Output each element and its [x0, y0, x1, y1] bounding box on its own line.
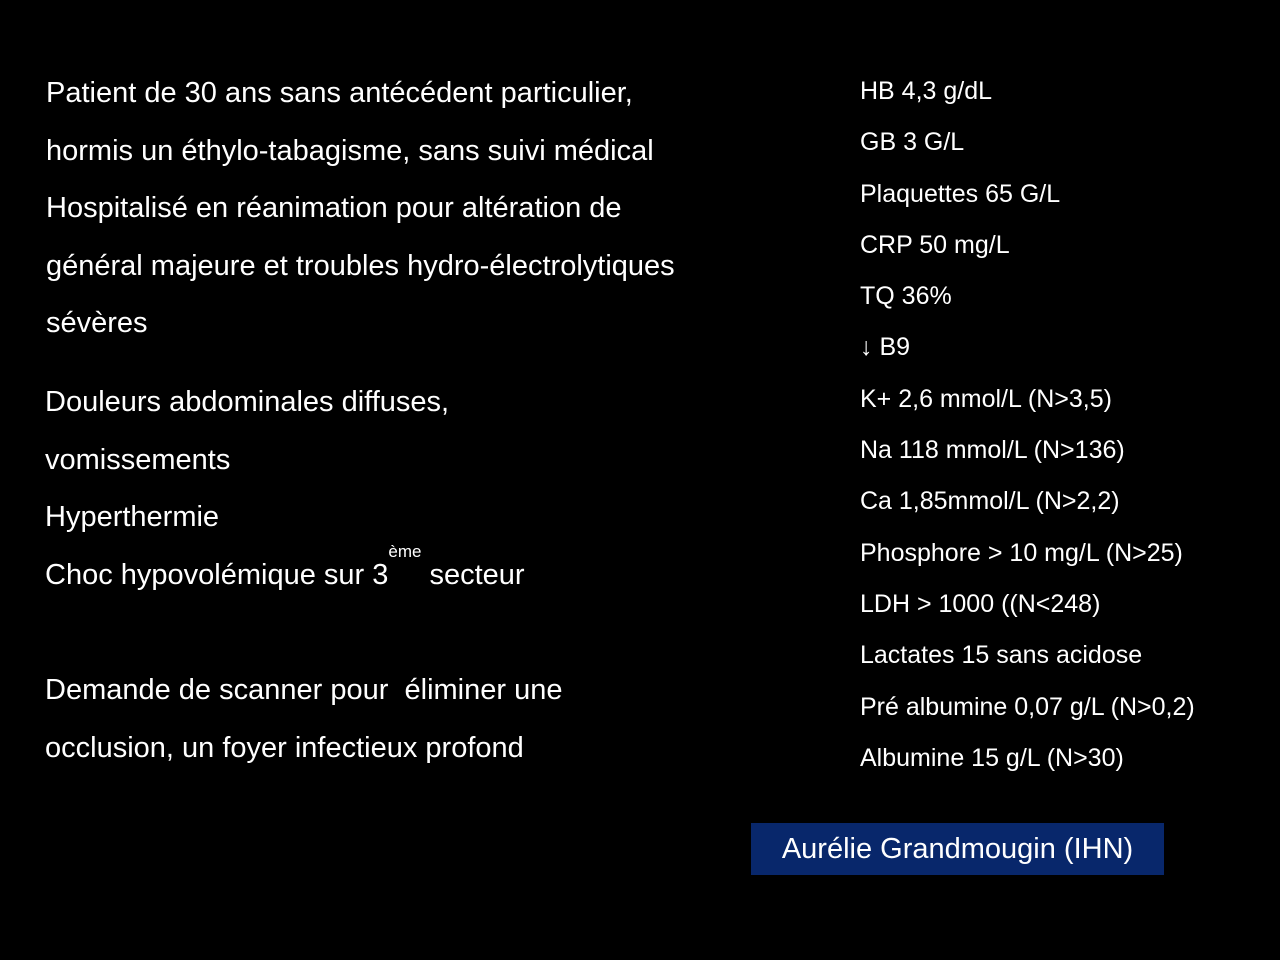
lab-result: LDH > 1000 ((N<248): [860, 589, 1101, 618]
lab-result: Lactates 15 sans acidose: [860, 641, 1143, 670]
lab-result: HB 4,3 g/dL: [860, 77, 993, 105]
symptom-line-shock: [45, 541, 525, 605]
request-line: Demande de scanner pour éliminer une: [45, 674, 563, 706]
author-badge: Aurélie Grandmougin (IHN): [751, 823, 1164, 875]
lab-results-list: [860, 66, 1195, 784]
lab-result: Plaquettes 65 G/L: [860, 179, 1061, 208]
history-line: sévères: [46, 307, 148, 339]
request-line: occlusion, un foyer infectieux profond: [45, 731, 524, 764]
lab-result: GB 3 G/L: [860, 128, 965, 157]
lab-result: K+ 2,6 mmol/L (N>3,5): [860, 384, 1112, 413]
history-line: Hospitalisé en réanimation pour altération de: [46, 192, 622, 224]
ordinal-superscript: ème: [388, 541, 422, 561]
scan-request-block: [45, 662, 562, 777]
shock-text-suffix: secteur: [421, 558, 525, 591]
history-line: Patient de 30 ans sans antécédent particulier,: [46, 77, 633, 109]
lab-result: Albumine 15 g/L (N>30): [860, 743, 1124, 772]
lab-result: Pré albumine 0,07 g/L (N>0,2): [860, 692, 1195, 721]
symptoms-block: [45, 374, 525, 604]
lab-result: ↓ B9: [860, 333, 911, 362]
lab-result: Ca 1,85mmol/L (N>2,2): [860, 487, 1120, 516]
history-line: général majeure et troubles hydro-électrolytiques: [46, 249, 675, 282]
symptom-line: Hyperthermie: [45, 501, 220, 533]
symptom-line: Douleurs abdominales diffuses,: [45, 386, 450, 418]
lab-result: TQ 36%: [860, 282, 952, 311]
lab-result: CRP 50 mg/L: [860, 230, 1010, 259]
lab-result: Na 118 mmol/L (N>136): [860, 436, 1125, 465]
shock-text: Choc hypovolémique sur 3: [45, 558, 389, 591]
symptom-line: vomissements: [45, 443, 231, 476]
lab-result: Phosphore > 10 mg/L (N>25): [860, 538, 1183, 567]
patient-history: [46, 65, 675, 353]
history-line: hormis un éthylo-tabagisme, sans suivi médical: [46, 134, 654, 167]
